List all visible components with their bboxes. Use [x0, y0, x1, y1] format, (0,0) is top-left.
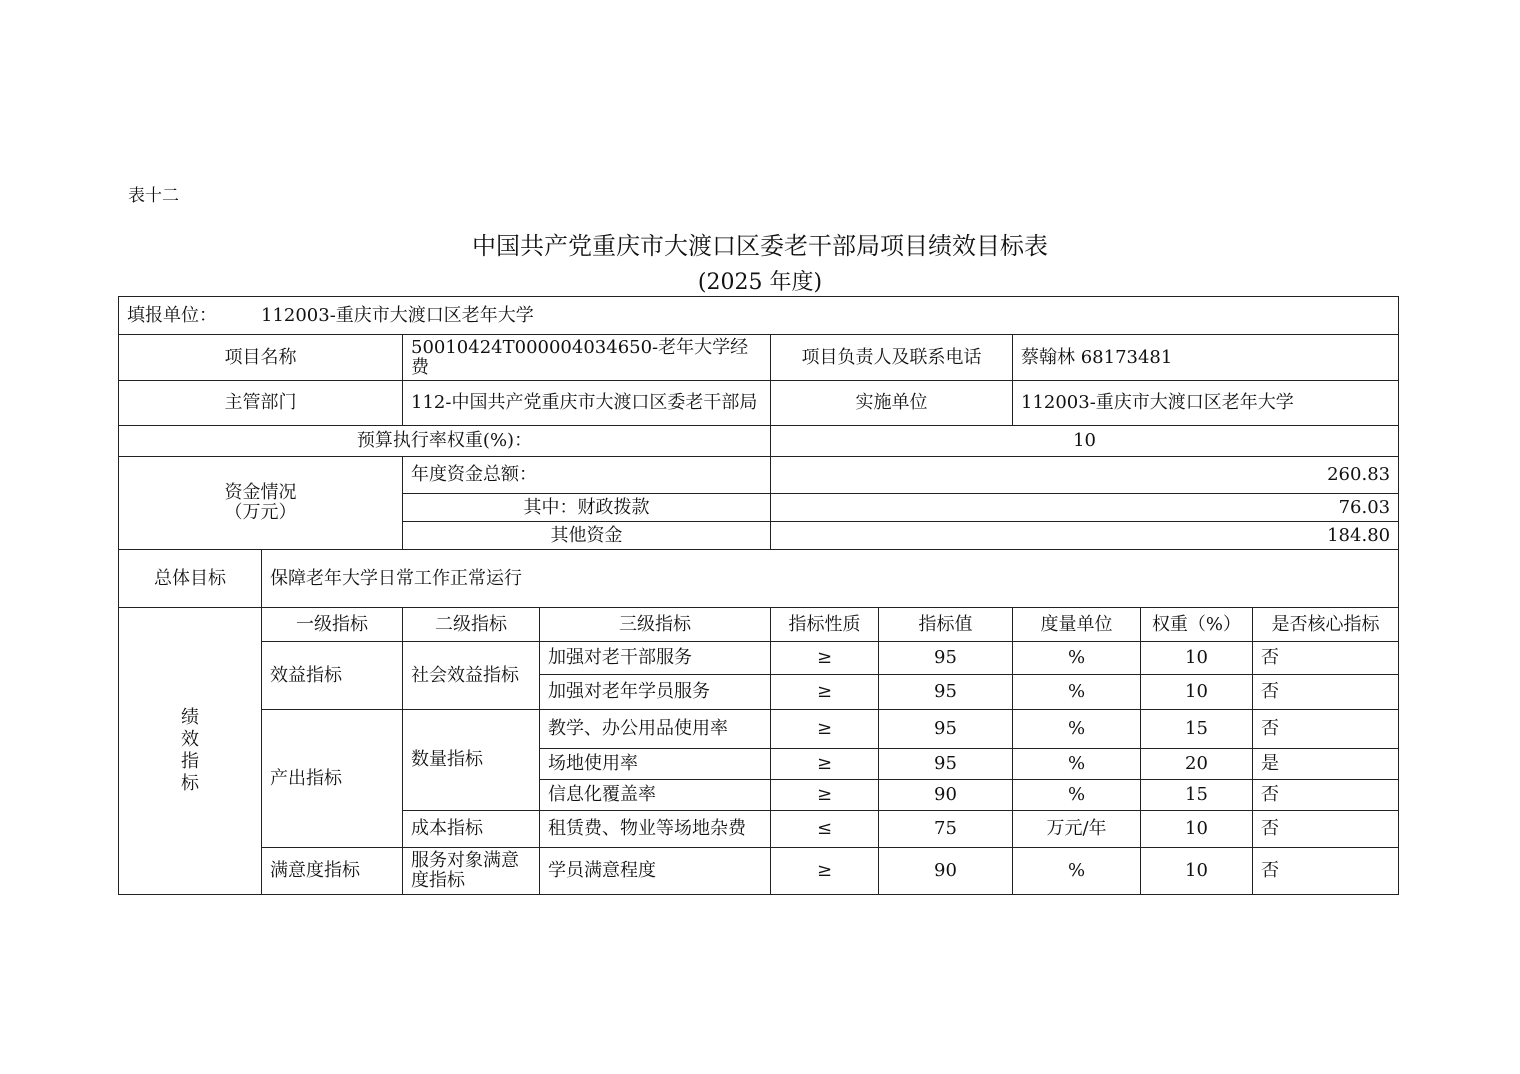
indicator-unit: %	[1013, 780, 1141, 811]
overall-goal-label: 总体目标	[119, 550, 262, 608]
indicator-value: 90	[879, 780, 1013, 811]
indicator-weight: 10	[1141, 848, 1253, 895]
fill-unit-cell	[119, 297, 1399, 335]
indicator-value: 95	[879, 749, 1013, 780]
indicator-section-label	[119, 608, 262, 895]
indicator-core: 否	[1253, 811, 1399, 848]
indicator-core: 否	[1253, 675, 1399, 710]
indicator-value: 95	[879, 642, 1013, 675]
funds-total-label: 年度资金总额：	[403, 457, 771, 494]
funds-other-label: 其他资金	[403, 522, 771, 550]
indicator-core: 否	[1253, 642, 1399, 675]
funds-label-line1: 资金情况	[224, 482, 297, 503]
level2-social-benefit: 社会效益指标	[403, 642, 540, 710]
budget-rate-value: 10	[771, 426, 1399, 457]
indicator-core: 否	[1253, 710, 1399, 749]
indicator-name: 加强对老年学员服务	[540, 675, 771, 710]
header-core: 是否核心指标	[1253, 608, 1399, 642]
indicator-name: 租赁费、物业等场地杂费	[540, 811, 771, 848]
budget-rate-row	[119, 426, 1399, 457]
funds-label-line2: （万元）	[224, 502, 297, 523]
indicator-section-char: 指	[181, 751, 199, 772]
department-row	[119, 381, 1399, 426]
indicator-nature: ≥	[771, 848, 879, 895]
indicator-weight: 15	[1141, 780, 1253, 811]
fill-unit-label: 填报单位：	[127, 304, 217, 326]
implementing-unit-label: 实施单位	[771, 381, 1013, 426]
header-level2: 二级指标	[403, 608, 540, 642]
indicator-core: 是	[1253, 749, 1399, 780]
department-value: 112-中国共产党重庆市大渡口区委老干部局	[403, 381, 771, 426]
contact-value: 蔡翰林 68173481	[1013, 335, 1399, 381]
indicator-section-char: 绩	[181, 707, 199, 728]
header-unit: 度量单位	[1013, 608, 1141, 642]
indicator-value: 75	[879, 811, 1013, 848]
project-name-value: 50010424T000004034650-老年大学经费	[403, 335, 771, 381]
indicator-value: 95	[879, 675, 1013, 710]
indicator-weight: 15	[1141, 710, 1253, 749]
table-number-label: 表十二	[128, 186, 179, 206]
indicator-core: 否	[1253, 848, 1399, 895]
indicator-unit: %	[1013, 710, 1141, 749]
budget-rate-label: 预算执行率权重(%)：	[119, 426, 771, 457]
funds-fiscal-label: 其中：财政拨款	[403, 494, 771, 522]
indicator-section-char: 标	[181, 773, 199, 794]
page-subtitle: (2025 年度)	[697, 270, 823, 295]
indicator-unit: %	[1013, 848, 1141, 895]
indicator-nature: ≥	[771, 642, 879, 675]
header-level3: 三级指标	[540, 608, 771, 642]
table-row	[119, 710, 1399, 749]
level1-benefit: 效益指标	[262, 642, 403, 710]
funds-total-value: 260.83	[771, 457, 1399, 494]
funds-fiscal-value: 76.03	[771, 494, 1399, 522]
indicator-weight: 20	[1141, 749, 1253, 780]
project-name-row	[119, 335, 1399, 381]
indicator-nature: ≥	[771, 749, 879, 780]
header-value: 指标值	[879, 608, 1013, 642]
implementing-unit-value: 112003-重庆市大渡口区老年大学	[1013, 381, 1399, 426]
indicator-unit: %	[1013, 749, 1141, 780]
indicator-nature: ≥	[771, 780, 879, 811]
indicator-core: 否	[1253, 780, 1399, 811]
level1-satisfaction: 满意度指标	[262, 848, 403, 895]
level2-cost: 成本指标	[403, 811, 540, 848]
indicator-name: 场地使用率	[540, 749, 771, 780]
header-weight: 权重（%）	[1141, 608, 1253, 642]
overall-goal-row	[119, 550, 1399, 608]
fill-unit-row	[119, 297, 1399, 335]
indicator-name: 信息化覆盖率	[540, 780, 771, 811]
contact-label: 项目负责人及联系电话	[771, 335, 1013, 381]
funds-label	[119, 457, 403, 550]
indicator-nature: ≤	[771, 811, 879, 848]
indicator-weight: 10	[1141, 675, 1253, 710]
indicator-value: 95	[879, 710, 1013, 749]
level1-output: 产出指标	[262, 710, 403, 848]
department-label: 主管部门	[119, 381, 403, 426]
indicator-nature: ≥	[771, 675, 879, 710]
indicator-name: 加强对老干部服务	[540, 642, 771, 675]
fill-unit-value: 112003-重庆市大渡口区老年大学	[261, 304, 534, 326]
overall-goal-value: 保障老年大学日常工作正常运行	[262, 550, 1399, 608]
indicator-weight: 10	[1141, 811, 1253, 848]
indicator-name: 教学、办公用品使用率	[540, 710, 771, 749]
indicator-header-row	[119, 608, 1399, 642]
table-row	[119, 848, 1399, 895]
indicator-weight: 10	[1141, 642, 1253, 675]
indicator-unit: 万元/年	[1013, 811, 1141, 848]
performance-target-table	[118, 296, 1399, 895]
indicator-unit: %	[1013, 675, 1141, 710]
project-name-label: 项目名称	[119, 335, 403, 381]
level2-service-satisfaction: 服务对象满意度指标	[403, 848, 540, 895]
level2-quantity: 数量指标	[403, 710, 540, 811]
funds-other-value: 184.80	[771, 522, 1399, 550]
page-title: 中国共产党重庆市大渡口区委老干部局项目绩效目标表	[472, 232, 1048, 260]
indicator-unit: %	[1013, 642, 1141, 675]
indicator-name: 学员满意程度	[540, 848, 771, 895]
table-row	[119, 642, 1399, 675]
indicator-value: 90	[879, 848, 1013, 895]
header-nature: 指标性质	[771, 608, 879, 642]
header-level1: 一级指标	[262, 608, 403, 642]
indicator-nature: ≥	[771, 710, 879, 749]
funds-total-row	[119, 457, 1399, 494]
indicator-section-char: 效	[181, 729, 199, 750]
